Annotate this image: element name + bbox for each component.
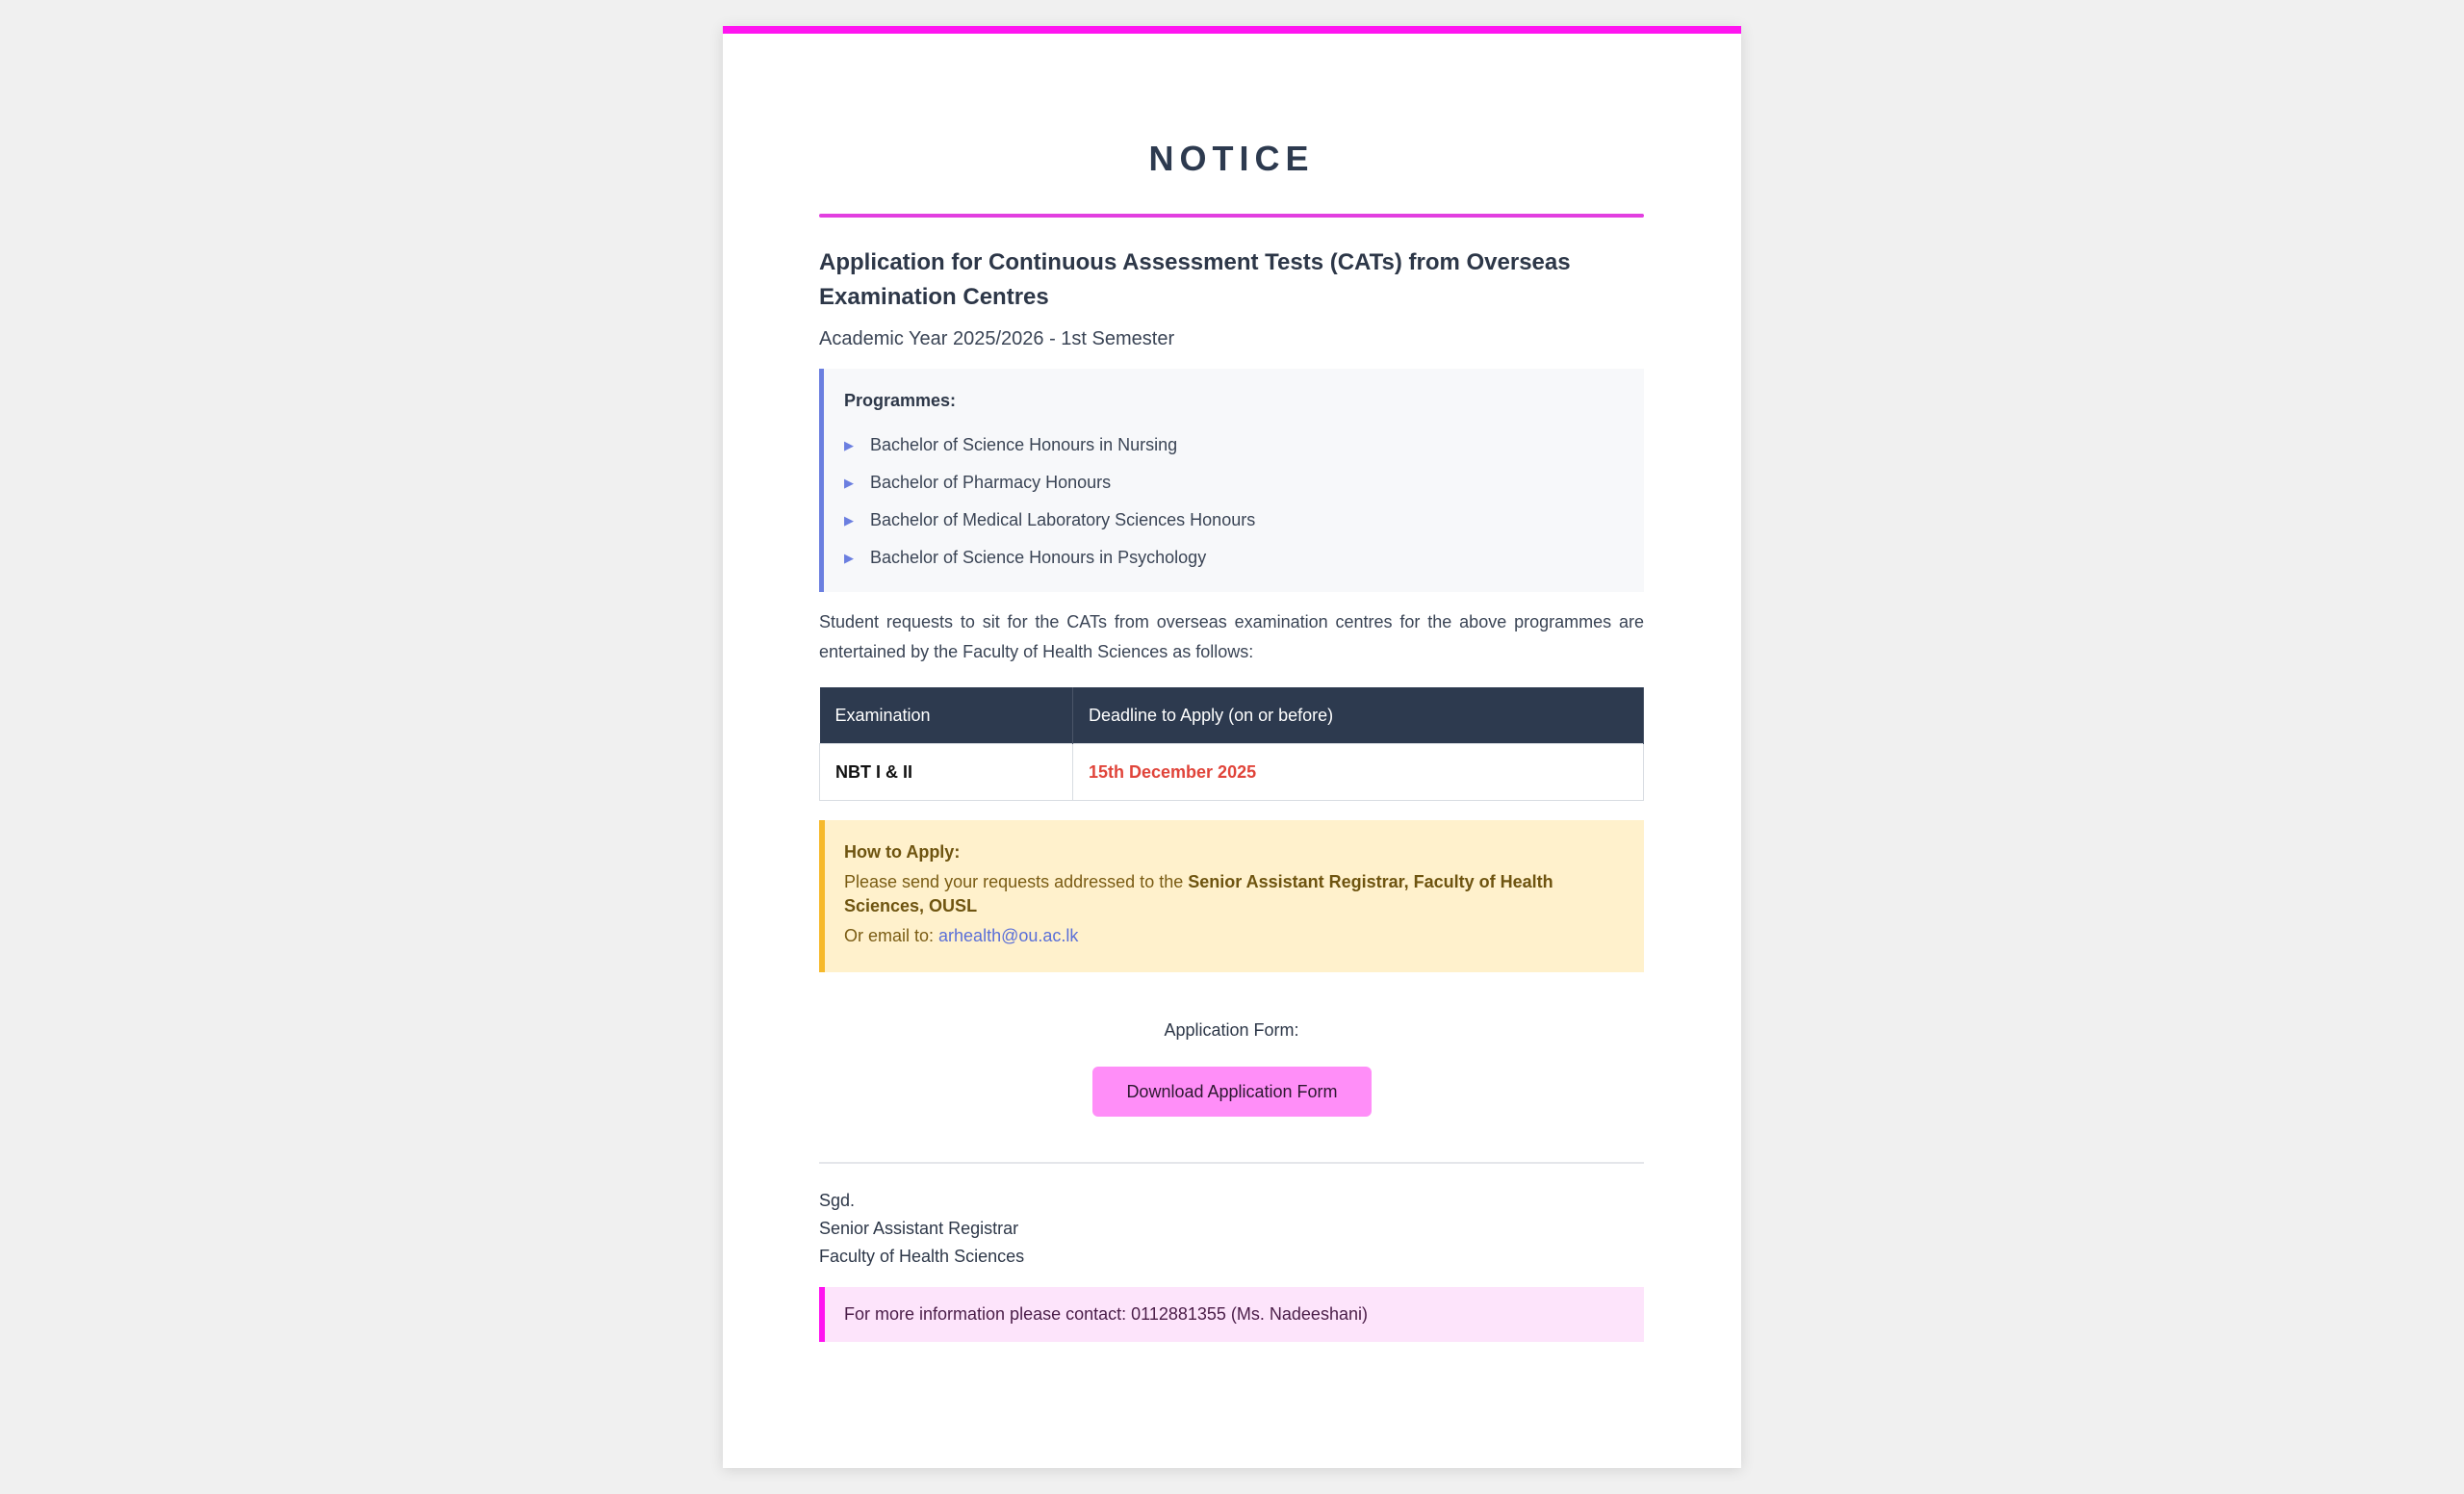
deadline-cell: 15th December 2025	[1073, 744, 1644, 801]
deadline-table	[819, 687, 1644, 801]
download-application-form-button[interactable]: Download Application Form	[1092, 1067, 1372, 1117]
triangle-right-icon: ▶	[844, 437, 854, 452]
programme-name: Bachelor of Medical Laboratory Sciences Honours	[870, 510, 1256, 529]
programme-name: Bachelor of Science Honours in Psychology	[870, 548, 1207, 567]
list-item	[844, 502, 1644, 539]
email-link[interactable]: arhealth@ou.ac.lk	[938, 926, 1079, 945]
triangle-right-icon: ▶	[844, 550, 854, 565]
contact-info-box	[819, 1287, 1644, 1342]
email-prefix: Or email to:	[844, 926, 939, 945]
signature-block	[819, 1187, 1024, 1271]
notice-page	[723, 26, 1741, 1468]
programmes-label: Programmes:	[844, 391, 957, 410]
application-form-label: Application Form:	[1164, 1020, 1299, 1040]
list-item	[844, 539, 1644, 577]
intro-paragraph: Student requests to sit for the CATs from overseas examination centres for the above programmes are entertained by the Faculty of Health Sciences as follows:	[819, 612, 1644, 661]
page-title: NOTICE	[1148, 139, 1315, 178]
signature-sgd: Sgd.	[819, 1191, 856, 1210]
table-header-row	[820, 687, 1644, 744]
programme-name: Bachelor of Pharmacy Honours	[870, 473, 1112, 492]
list-item	[844, 426, 1644, 464]
how-to-apply-box	[819, 820, 1644, 972]
divider	[819, 1162, 1644, 1164]
signature-title: Senior Assistant Registrar	[819, 1219, 1019, 1238]
registrar-address: Senior Assistant Registrar, Faculty of Health Sciences, OUSL	[844, 872, 1553, 915]
how-to-apply-title: How to Apply:	[844, 842, 961, 862]
column-header-examination: Examination	[820, 687, 1073, 744]
email-line	[844, 924, 1644, 948]
triangle-right-icon: ▶	[844, 475, 854, 490]
programme-name: Bachelor of Science Honours in Nursing	[870, 435, 1178, 454]
notice-headline: Application for Continuous Assessment Tests (CATs) from Overseas Examination Centres	[819, 249, 1571, 310]
triangle-right-icon: ▶	[844, 512, 854, 528]
programmes-box	[819, 369, 1644, 592]
table-row	[820, 744, 1644, 801]
column-header-deadline: Deadline to Apply (on or before)	[1073, 687, 1644, 744]
how-to-apply-instructions	[844, 870, 1576, 918]
instructions-prefix: Please send your requests addressed to the	[844, 872, 1189, 891]
signature-faculty: Faculty of Health Sciences	[819, 1247, 1025, 1266]
title-divider	[819, 214, 1644, 218]
list-item	[844, 464, 1644, 502]
academic-year: Academic Year 2025/2026 - 1st Semester	[819, 328, 1175, 349]
examination-cell: NBT I & II	[820, 744, 1073, 801]
contact-text: For more information please contact: 0112881355 (Ms. Nadeeshani)	[844, 1304, 1368, 1324]
